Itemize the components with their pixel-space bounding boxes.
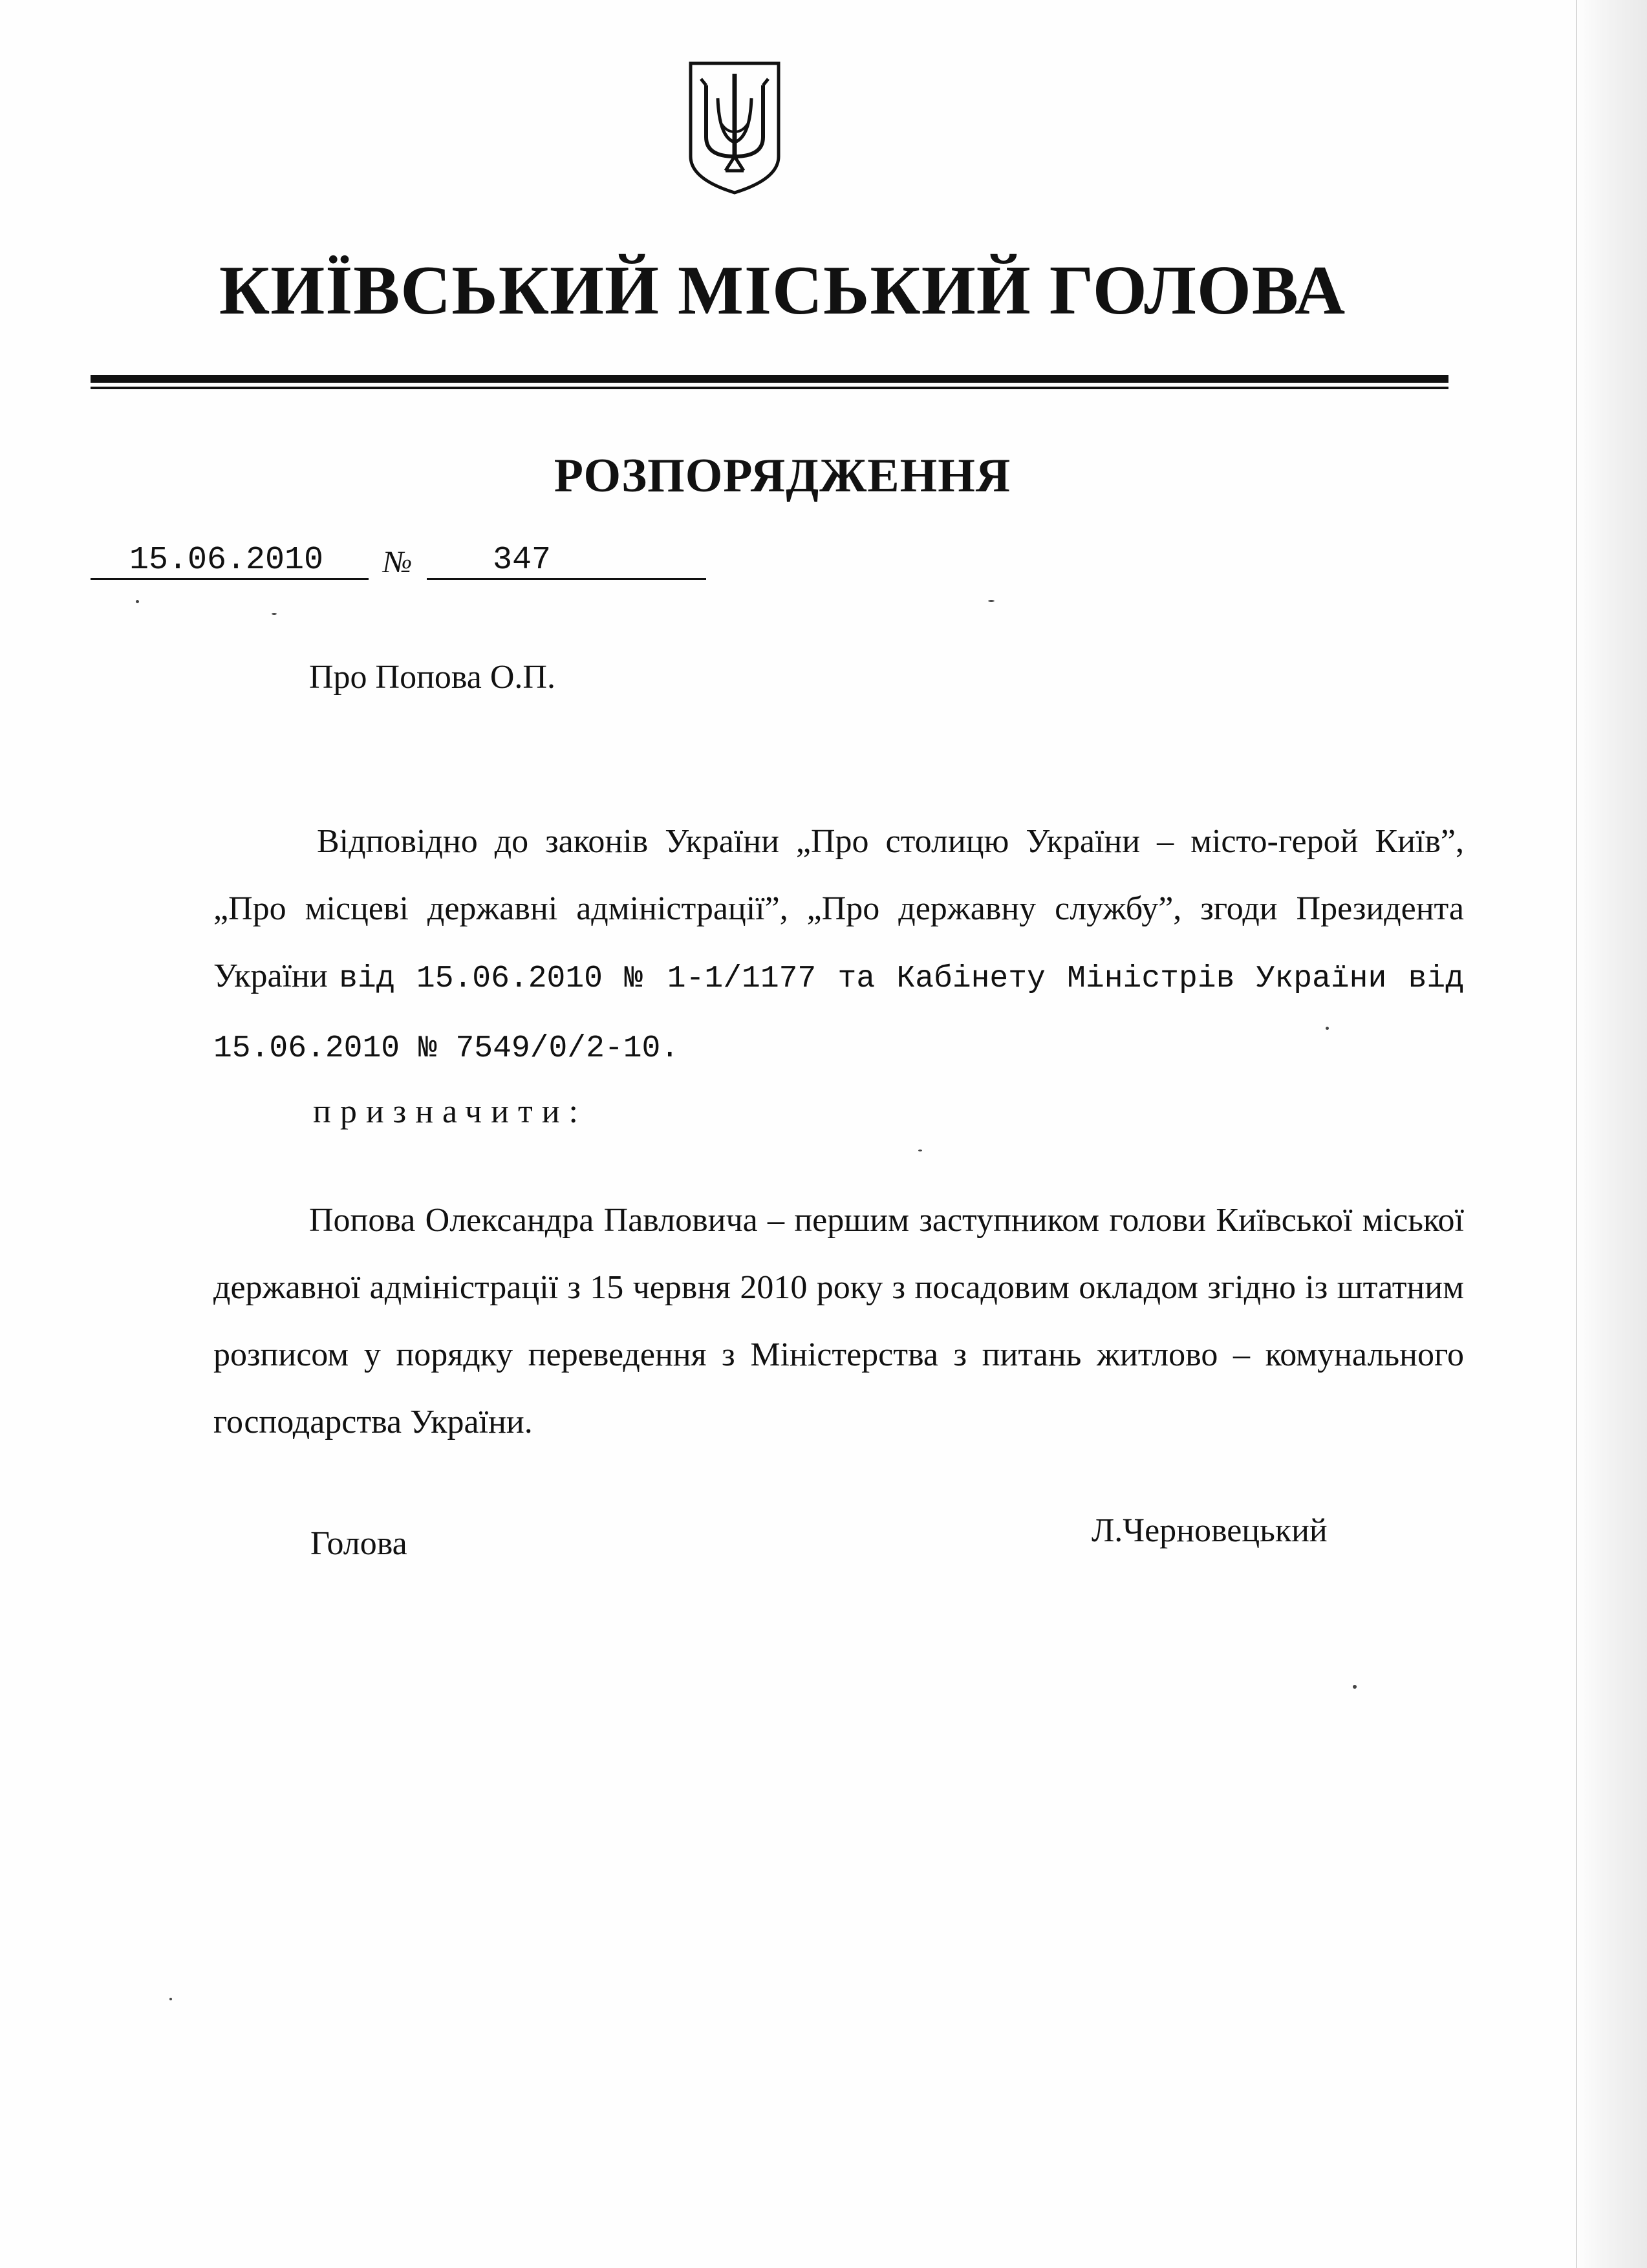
scan-speck	[169, 1998, 172, 2000]
paragraph-legal-basis-text: Відповідно до законів України „Про столицю України – місто-герой Київ”, „Про місцеві державні адміністрації”, „Про державну службу”, згоди Президента України	[213, 823, 1464, 994]
date-number-row	[91, 542, 673, 594]
document-number: 347	[493, 542, 552, 579]
document-subject: Про Попова О.П.	[309, 659, 555, 696]
signatory-name: Л.Черновецький	[1092, 1512, 1328, 1549]
signatory-title: Голова	[310, 1525, 407, 1562]
scan-speck	[1353, 1685, 1357, 1689]
header-rule-thin	[91, 387, 1448, 389]
scan-speck	[988, 600, 995, 602]
scan-speck	[1326, 1027, 1329, 1030]
appoint-verb: призначити:	[313, 1093, 588, 1130]
paragraph-legal-basis	[213, 808, 1464, 1082]
header-rule-thick	[91, 375, 1448, 383]
number-underline	[427, 578, 706, 580]
document-type-title: РОЗПОРЯДЖЕННЯ	[554, 449, 1011, 502]
paragraph-appointment	[213, 1187, 1464, 1456]
paragraph-appointment-text: Попова Олександра Павловича – першим заступником голови Київської міської державної адміністрації з 15 червня 2010 року з посадовим окладом згідно із штатним розписом у порядку переведення з Міністерства з питань житлово – комунального господарства України.	[213, 1202, 1464, 1440]
scan-speck	[272, 613, 277, 615]
document-date: 15.06.2010	[129, 542, 324, 579]
scan-speck	[136, 600, 139, 603]
page-edge-line	[1576, 0, 1577, 2268]
number-sign: №	[383, 545, 413, 579]
paragraph-legal-basis-typed: від 15.06.2010 № 1-1/1177 та Кабінету Міністрів України від 15.06.2010 № 7549/0/2-10.	[213, 961, 1464, 1066]
authority-title: КИЇВСЬКИЙ МІСЬКИЙ ГОЛОВА	[219, 252, 1346, 329]
trident-coat-of-arms-icon	[687, 59, 782, 197]
scan-speck	[918, 1150, 922, 1151]
page-edge-shadow	[1576, 0, 1647, 2268]
